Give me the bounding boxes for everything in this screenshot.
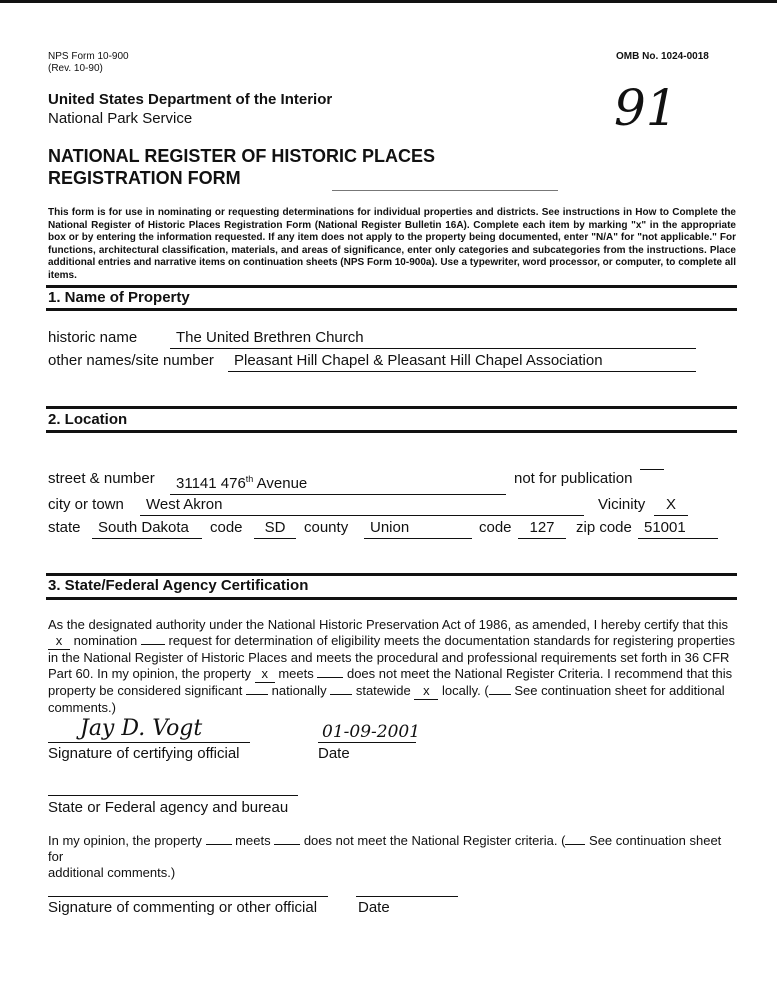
- nomination-checkbox[interactable]: x: [48, 633, 70, 650]
- form-title-line2: REGISTRATION FORM: [48, 168, 241, 188]
- historic-name-value: The United Brethren Church: [176, 329, 364, 346]
- certifying-date-label: Date: [318, 745, 350, 762]
- omb-number: OMB No. 1024-0018: [616, 51, 709, 62]
- request-determination-checkbox[interactable]: [141, 644, 165, 645]
- zip-value: 51001: [644, 519, 686, 536]
- commenting-signature-line[interactable]: [48, 896, 328, 897]
- state-code-field[interactable]: [254, 518, 296, 539]
- handwritten-signature: Jay D. Vogt: [80, 716, 203, 741]
- city-field[interactable]: [140, 495, 584, 516]
- zip-field[interactable]: [638, 518, 718, 539]
- county-code-label: code: [479, 519, 512, 536]
- commenting-signature-label: Signature of commenting or other official: [48, 899, 318, 916]
- not-for-publication-field[interactable]: [640, 469, 664, 470]
- section2-bottom-rule: [46, 430, 737, 433]
- section3-top-rule: [46, 573, 737, 576]
- certifying-date-line[interactable]: [318, 742, 416, 743]
- other-names-field[interactable]: [228, 351, 696, 372]
- other-names-value: Pleasant Hill Chapel & Pleasant Hill Chapel Association: [234, 352, 603, 369]
- city-value: West Akron: [146, 496, 223, 513]
- handwritten-file-number: 91: [614, 79, 678, 137]
- street-field[interactable]: [170, 469, 506, 495]
- state-value: South Dakota: [98, 519, 189, 536]
- section2-title: 2. Location: [48, 411, 128, 428]
- form-number: NPS Form 10-900: [48, 51, 129, 62]
- agency-bureau-label: State or Federal agency and bureau: [48, 799, 289, 816]
- locally-checkbox[interactable]: x: [414, 683, 438, 700]
- historic-name-field[interactable]: [170, 328, 696, 349]
- state-code-label: code: [210, 519, 243, 536]
- certification-statement: As the designated authority under the National Historic Preservation Act of 1986, as amended, I hereby certify that this x nomination request for determination of eligibility meets the documentation standards for registering properties in the National Register of Historic Places and meets the procedural and professional requirements set forth in 36 CFR Part 60. In my opinion, the property x meets does not meet the National Register Criteria. I recommend that this property be considered significant nationally statewide x locally. ( See continuation sheet for additional comments.): [48, 617, 736, 715]
- nationally-checkbox[interactable]: [246, 694, 268, 695]
- state-label: state: [48, 519, 81, 536]
- commenting-date-line[interactable]: [356, 896, 458, 897]
- certifying-signature-line[interactable]: [48, 742, 250, 743]
- department-name: United States Department of the Interior: [48, 91, 333, 108]
- agency-bureau-line[interactable]: [48, 795, 298, 796]
- continuation-sheet-checkbox[interactable]: [489, 694, 511, 695]
- county-value: Union: [370, 519, 410, 536]
- statewide-checkbox[interactable]: [330, 694, 352, 695]
- opinion-does-not-meet-checkbox[interactable]: [274, 844, 300, 845]
- county-field[interactable]: [364, 518, 472, 539]
- section1-bottom-rule: [46, 308, 737, 311]
- section3-bottom-rule: [46, 597, 737, 600]
- section3-title: 3. State/Federal Agency Certification: [48, 577, 309, 594]
- commenting-opinion-statement: In my opinion, the property meets does not meet the National Register criteria. ( See continuation sheet for additional comments.): [48, 833, 722, 880]
- section1-title: 1. Name of Property: [48, 289, 190, 306]
- form-revision: (Rev. 10-90): [48, 63, 103, 74]
- county-code-field[interactable]: [518, 518, 566, 539]
- vicinity-label: Vicinity: [598, 496, 646, 513]
- commenting-date-label: Date: [358, 899, 390, 916]
- opinion-continuation-checkbox[interactable]: [565, 844, 585, 845]
- form-title-line1: NATIONAL REGISTER OF HISTORIC PLACES: [48, 146, 436, 166]
- agency-name: National Park Service: [48, 110, 193, 127]
- vicinity-field[interactable]: [654, 495, 688, 516]
- state-field[interactable]: [92, 518, 202, 539]
- historic-name-label: historic name: [48, 329, 138, 346]
- does-not-meet-checkbox[interactable]: [317, 677, 343, 678]
- vicinity-value: X: [665, 496, 676, 513]
- other-names-label: other names/site number: [48, 352, 214, 369]
- form-instructions: This form is for use in nominating or requesting determinations for individual properties and districts. See instructions in How to Complete the National Register of Historic Places Registration Form (National Register Bulletin 16A). Complete each item by marking "x" in the appropriate box or by entering the information requested. If any item does not apply to the property being documented, enter "N/A" for "not applicable." For functions, architectural classification, materials, and areas of significance, enter only categories and subcategories from the instructions. Place additional entries and narrative items on continuation sheets (NPS Form 10-900a). Use a typewriter, word processor, or computer, to complete all items.: [48, 207, 736, 281]
- zip-label: zip code: [576, 519, 632, 536]
- opinion-meets-checkbox[interactable]: [206, 844, 232, 845]
- certifying-signature-label: Signature of certifying official: [48, 745, 240, 762]
- scan-stamp-mark: [332, 190, 558, 191]
- city-label: city or town: [48, 496, 124, 513]
- scan-top-border: [0, 0, 777, 3]
- handwritten-date: 01-09-2001: [322, 722, 421, 742]
- county-label: county: [304, 519, 349, 536]
- county-code-value: 127: [529, 519, 555, 536]
- section2-top-rule: [46, 406, 737, 409]
- street-label: street & number: [48, 470, 155, 487]
- state-code-value: SD: [264, 519, 286, 536]
- section1-top-rule: [46, 285, 737, 288]
- street-value: 31141 476th Avenue: [176, 474, 308, 492]
- meets-criteria-checkbox[interactable]: x: [255, 666, 275, 683]
- not-for-publication-label: not for publication: [514, 470, 633, 487]
